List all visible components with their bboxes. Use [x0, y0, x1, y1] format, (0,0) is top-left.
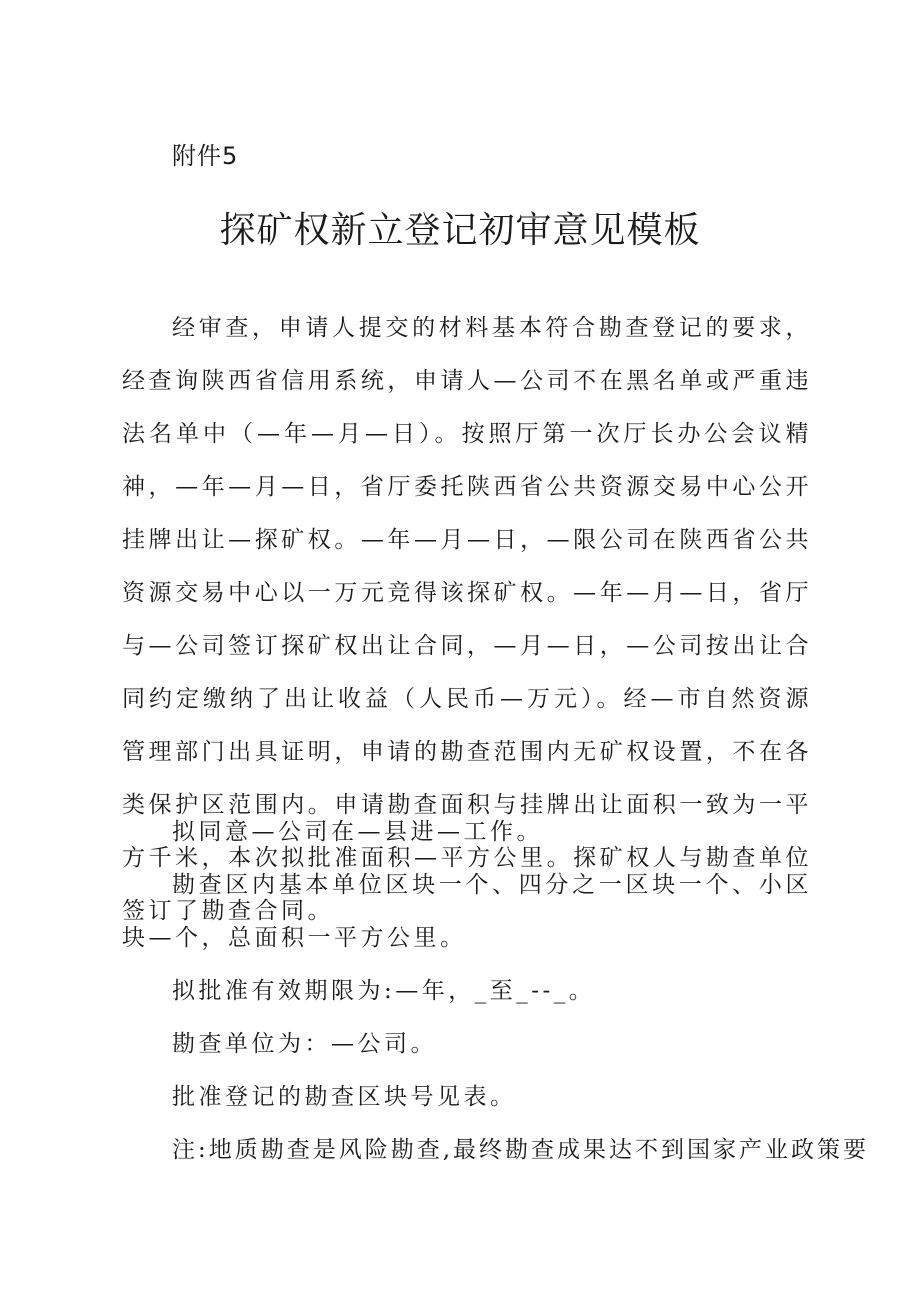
paragraph-text: 经审查，申请人提交的材料基本符合勘查登记的要求，经查询陕西省信用系统，申请人—公司不在黑名单或严重违法名单中（—年—月—日）。按照厅第一次厅长办公会议精神，—年—月—日，省厅委托陕西省公共资源交易中心公开挂牌出让—探矿权。—年—月—日，—限公司在陕西省公共资源交易中心以一万元竞得该探矿权。—年—月—日，省厅与—公司签订探矿权出让合同，—月—日，—公司按出让合同约定缴纳了出让收益（人民币—万元）。经—市自然资源管理部门出具证明，申请的勘查范围内无矿权设置，不在各类保护区范围内。申请勘查面积与挂牌出让面积一致为一平方千米，本次拟批准面积—平方公里。探矿权人与勘查单位签订了勘查合同。 [122, 315, 812, 924]
paragraph-text: 拟批准有效期限为:—年，_至_--_。 [172, 978, 596, 1004]
document-title: 探矿权新立登记初审意见模板 [219, 210, 701, 251]
paragraph-block-numbers [122, 1071, 812, 1124]
paragraph-text: 勘查单位为：—公司。 [172, 1031, 437, 1057]
paragraph-text: 勘查区内基本单位区块一个、四分之一区块一个、小区块—个，总面积一平方公里。 [122, 872, 812, 951]
paragraph-survey-unit [122, 1018, 812, 1071]
paragraph-proposed-approval [122, 806, 812, 859]
paragraph-text: 批准登记的勘查区块号见表。 [172, 1084, 517, 1110]
attachment-label: 附件5 [172, 142, 239, 170]
paragraph-validity-period [122, 965, 812, 1018]
paragraph-text: 注:地质勘查是风险勘查,最终勘查成果达不到国家产业政策要 [172, 1137, 870, 1163]
paragraph-note [122, 1124, 870, 1177]
paragraph-block-area [122, 859, 812, 965]
paragraph-text: 拟同意—公司在—县进—工作。 [172, 819, 543, 845]
